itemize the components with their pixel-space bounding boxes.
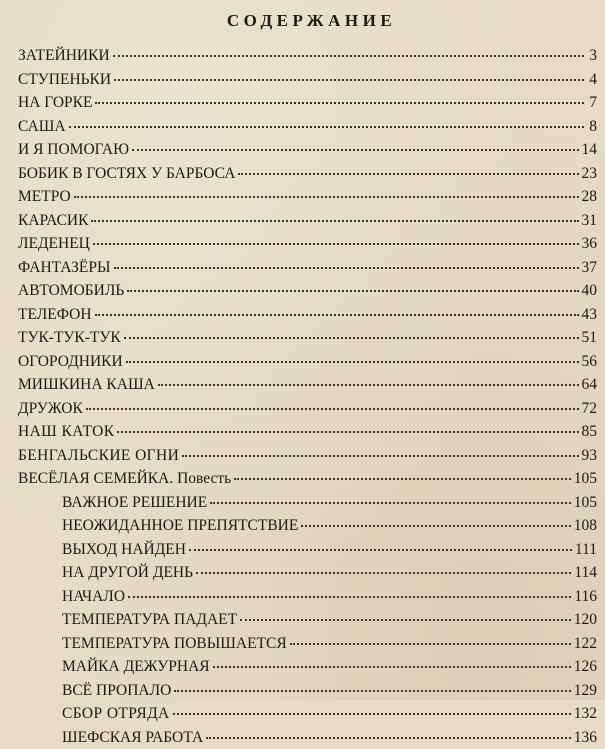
subentry-page-number: 105	[574, 491, 597, 515]
entry-page-number: 7	[587, 91, 597, 115]
toc-entry	[18, 209, 605, 233]
toc-entry	[18, 232, 605, 256]
subentry-title: ТЕМПЕРАТУРА ПОВЫШАЕТСЯ	[62, 632, 287, 656]
dot-leader	[127, 290, 578, 292]
dot-leader	[126, 361, 579, 363]
entry-page-number: 14	[582, 138, 598, 162]
toc-entry	[18, 350, 605, 374]
subentry-title: НА ДРУГОЙ ДЕНЬ	[62, 561, 193, 585]
entry-page-number: 93	[582, 444, 598, 468]
dot-leader	[95, 314, 579, 316]
dot-leader	[95, 102, 584, 104]
dot-leader	[93, 243, 579, 245]
toc-entry	[18, 91, 605, 115]
subentry-page-number: 114	[574, 561, 597, 585]
entry-page-number: 4	[587, 68, 597, 92]
toc-entry	[18, 185, 605, 209]
subentry-page-number: 108	[574, 514, 597, 538]
dot-leader	[124, 337, 579, 339]
dot-leader	[174, 690, 570, 692]
entry-page-number: 105	[574, 467, 597, 491]
dot-leader	[74, 196, 579, 198]
toc-entry	[18, 373, 605, 397]
page-title: СОДЕРЖАНИЕ	[18, 0, 605, 30]
entry-title: БЕНГАЛЬСКИЕ ОГНИ	[18, 444, 179, 468]
subentry-title: ШЕФСКАЯ РАБОТА	[62, 726, 203, 749]
dot-leader	[114, 267, 579, 269]
entry-title: ОГОРОДНИКИ	[18, 350, 123, 374]
toc-subentry	[18, 702, 605, 726]
subentry-title: МАЙКА ДЕЖУРНАЯ	[62, 655, 210, 679]
entry-page-number: 51	[582, 326, 598, 350]
entry-page-number: 64	[582, 373, 598, 397]
dot-leader	[182, 455, 578, 457]
dot-leader	[189, 549, 572, 551]
toc-subentry	[18, 726, 605, 749]
entry-title: НА ГОРКЕ	[18, 91, 92, 115]
toc-entry	[18, 256, 605, 280]
toc-entry	[18, 420, 605, 444]
subentry-page-number: 122	[574, 632, 597, 656]
entry-page-number: 37	[582, 256, 598, 280]
dot-leader	[69, 126, 584, 128]
dot-leader	[173, 713, 571, 715]
toc-subentry	[18, 632, 605, 656]
subentry-page-number: 126	[574, 655, 597, 679]
entry-page-number: 85	[582, 420, 598, 444]
toc-subentry	[18, 608, 605, 632]
subentry-page-number: 120	[574, 608, 597, 632]
entry-title: ЛЕДЕНЕЦ	[18, 232, 90, 256]
subentry-page-number: 116	[574, 585, 597, 609]
entry-title: МИШКИНА КАША	[18, 373, 155, 397]
entry-title: ДРУЖОК	[18, 397, 83, 421]
dot-leader	[158, 384, 579, 386]
toc-subentry	[18, 491, 605, 515]
dot-leader	[206, 737, 571, 739]
entry-title: ТЕЛЕФОН	[18, 303, 92, 327]
dot-leader	[213, 666, 571, 668]
subentry-title: СБОР ОТРЯДА	[62, 702, 170, 726]
entry-page-number: 31	[582, 209, 598, 233]
subentry-title: ТЕМПЕРАТУРА ПАДАЕТ	[62, 608, 237, 632]
subentry-page-number: 136	[574, 726, 597, 749]
entry-title: БОБИК В ГОСТЯХ У БАРБОСА	[18, 162, 235, 186]
entry-title: КАРАСИК	[18, 209, 88, 233]
entry-title: СТУПЕНЬКИ	[18, 68, 111, 92]
toc-subentry	[18, 655, 605, 679]
toc-entry	[18, 279, 605, 303]
dot-leader	[240, 619, 571, 621]
toc-entry	[18, 326, 605, 350]
entry-page-number: 28	[582, 185, 598, 209]
toc-entry	[18, 138, 605, 162]
dot-leader	[210, 502, 571, 504]
toc-entry	[18, 303, 605, 327]
entry-title: И Я ПОМОГАЮ	[18, 138, 129, 162]
dot-leader	[234, 478, 571, 480]
dot-leader	[238, 173, 578, 175]
dot-leader	[128, 596, 571, 598]
dot-leader	[196, 572, 571, 574]
toc-entry	[18, 397, 605, 421]
subentry-title: ВСЁ ПРОПАЛО	[62, 679, 171, 703]
toc-entry	[18, 444, 605, 468]
entry-title: ТУК-ТУК-ТУК	[18, 326, 121, 350]
dot-leader	[86, 408, 579, 410]
entry-title: ФАНТАЗЁРЫ	[18, 256, 111, 280]
subentry-title: ВЫХОД НАЙДЕН	[62, 538, 186, 562]
toc-subentry	[18, 561, 605, 585]
subentry-title: НЕОЖИДАННОЕ ПРЕПЯТСТВИЕ	[62, 514, 298, 538]
dot-leader	[117, 431, 578, 433]
entry-title: САША	[18, 115, 66, 139]
subentry-page-number: 132	[574, 702, 597, 726]
dot-leader	[113, 55, 584, 57]
dot-leader	[132, 149, 578, 151]
subentry-page-number: 111	[575, 538, 597, 562]
dot-leader	[91, 220, 578, 222]
entry-title: ЗАТЕЙНИКИ	[18, 44, 110, 68]
entry-title: НАШ КАТОК	[18, 420, 114, 444]
entry-page-number: 36	[582, 232, 598, 256]
toc-subentry	[18, 679, 605, 703]
toc-subentry	[18, 514, 605, 538]
entry-page-number: 56	[582, 350, 598, 374]
toc-subentry	[18, 585, 605, 609]
entry-page-number: 72	[582, 397, 598, 421]
toc-subentry	[18, 538, 605, 562]
entry-page-number: 23	[582, 162, 598, 186]
entry-title: МЕТРО	[18, 185, 71, 209]
subentry-title: ВАЖНОЕ РЕШЕНИЕ	[62, 491, 207, 515]
entry-page-number: 8	[587, 115, 597, 139]
subentry-page-number: 129	[574, 679, 597, 703]
toc-entry	[18, 162, 605, 186]
table-of-contents	[18, 44, 605, 749]
entry-page-number: 43	[582, 303, 598, 327]
toc-entry	[18, 44, 605, 68]
entry-page-number: 40	[582, 279, 598, 303]
entry-page-number: 3	[587, 44, 597, 68]
dot-leader	[301, 525, 570, 527]
subentry-title: НАЧАЛО	[62, 585, 125, 609]
toc-entry	[18, 115, 605, 139]
dot-leader	[290, 643, 571, 645]
toc-entry	[18, 68, 605, 92]
toc-entry-story	[18, 467, 605, 491]
dot-leader	[114, 79, 584, 81]
entry-title: АВТОМОБИЛЬ	[18, 279, 124, 303]
entry-title: ВЕСЁЛАЯ СЕМЕЙКА. Повесть	[18, 467, 231, 491]
